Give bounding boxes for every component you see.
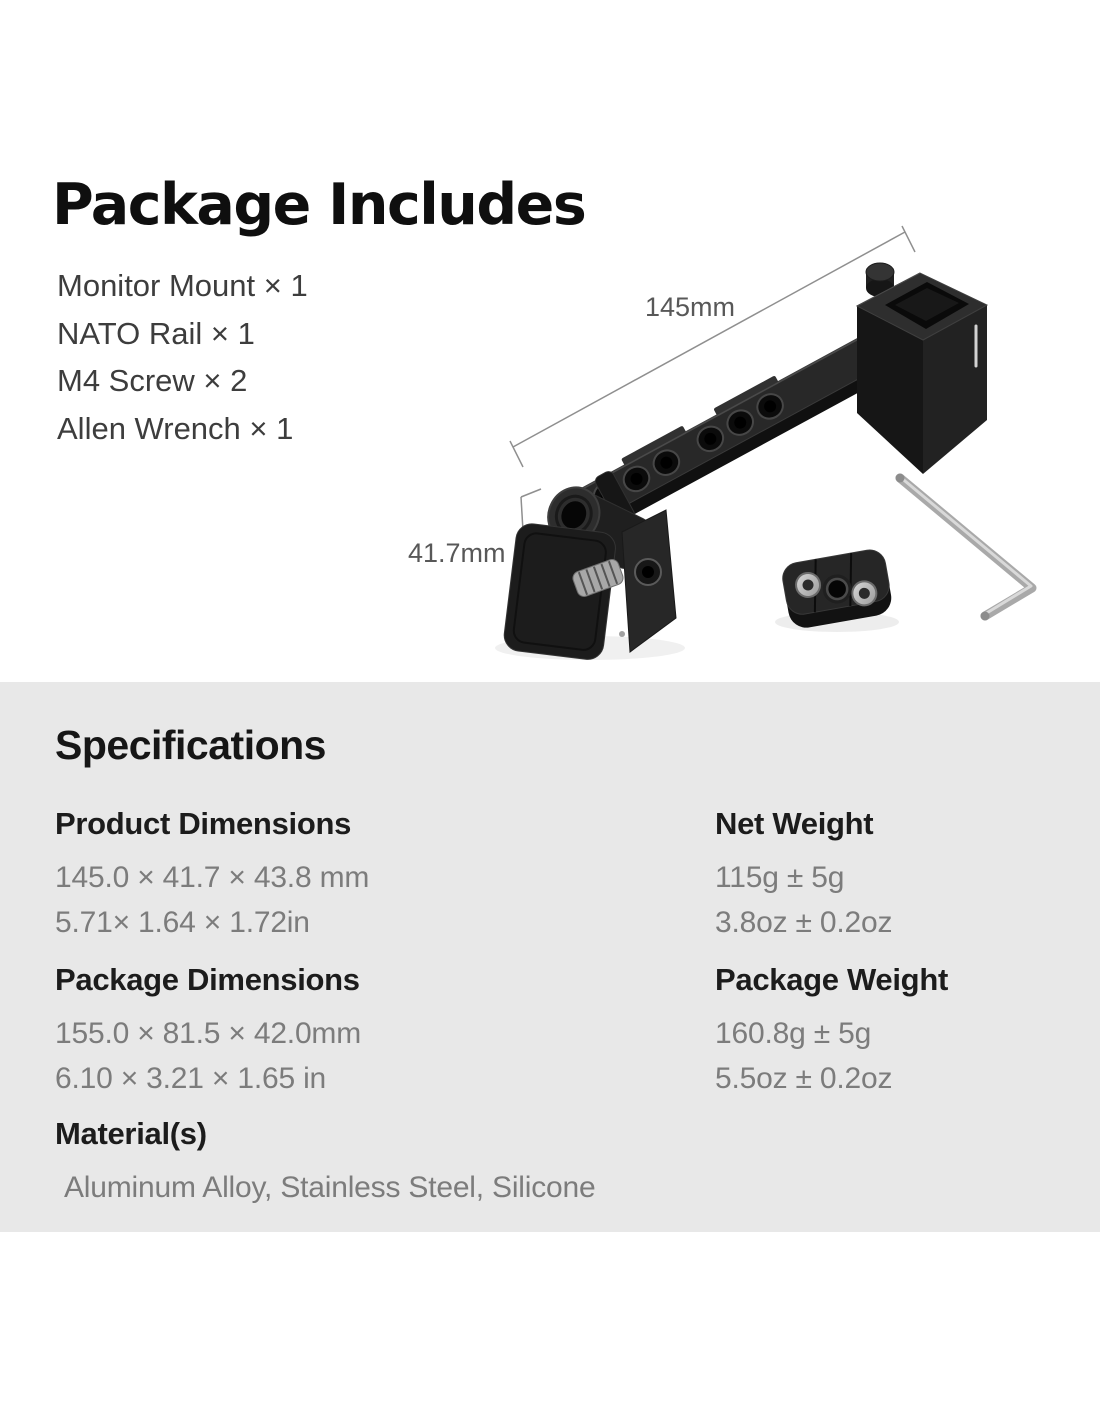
spec-value: 6.10 × 3.21 × 1.65 in — [55, 1062, 327, 1095]
allen-wrench — [896, 474, 1033, 621]
spec-product-dimensions — [55, 806, 369, 945]
spec-label: Package Dimensions — [55, 962, 360, 997]
package-includes-list — [57, 262, 308, 452]
spec-label: Product Dimensions — [55, 806, 352, 841]
spec-label: Material(s) — [55, 1116, 207, 1151]
spec-value: 3.8oz ± 0.2oz — [715, 906, 893, 939]
specifications-title: Specifications — [55, 722, 326, 768]
spec-label: Net Weight — [715, 806, 874, 841]
spec-materials — [55, 1116, 596, 1210]
list-item: Allen Wrench × 1 — [57, 410, 294, 446]
cold-shoe-block — [857, 263, 987, 474]
spec-value: 5.71× 1.64 × 1.72in — [55, 906, 310, 939]
product-illustration — [390, 210, 1080, 660]
package-includes-title: Package Includes — [52, 172, 586, 238]
spec-value: 160.8g ± 5g — [715, 1017, 872, 1050]
specifications-panel — [0, 682, 1100, 1232]
spec-value: Aluminum Alloy, Stainless Steel, Silicone — [64, 1171, 596, 1204]
spec-net-weight — [715, 806, 892, 945]
list-item: Monitor Mount × 1 — [57, 268, 308, 303]
spec-value: 145.0 × 41.7 × 43.8 mm — [55, 861, 370, 894]
spec-value: 115g ± 5g — [715, 861, 845, 894]
list-item: NATO Rail × 1 — [57, 315, 255, 351]
spec-value: 155.0 × 81.5 × 42.0mm — [55, 1017, 362, 1050]
list-item: M4 Screw × 2 — [57, 363, 248, 398]
spec-label: Package Weight — [715, 962, 948, 997]
spec-package-dimensions — [55, 962, 361, 1101]
product-photo — [390, 210, 1080, 660]
length-dimension-label: 145mm — [645, 292, 736, 322]
locking-knob — [866, 263, 894, 281]
spec-package-weight — [715, 962, 948, 1101]
spec-value: 5.5oz ± 0.2oz — [715, 1062, 893, 1095]
height-dimension-label: 41.7mm — [408, 538, 506, 568]
